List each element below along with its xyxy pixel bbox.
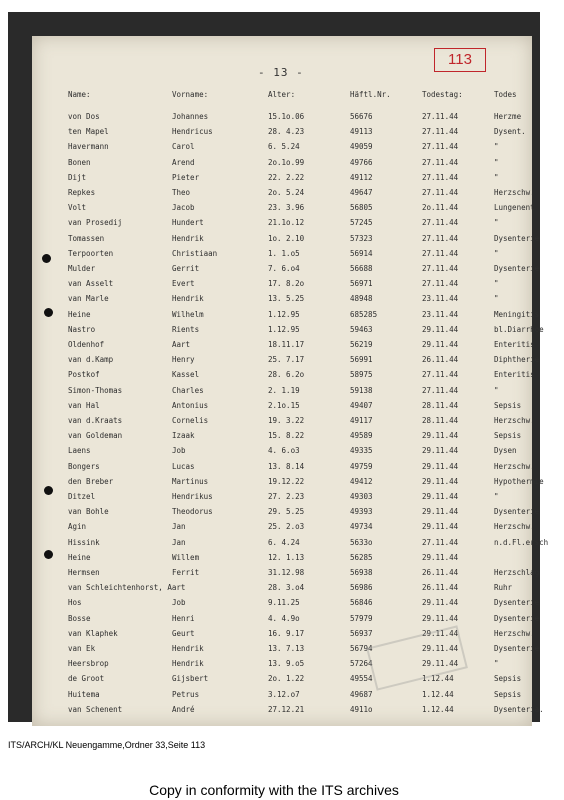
cell-death-date: 27.11.44	[422, 233, 459, 243]
cell-prisoner-number: 56986	[350, 583, 373, 593]
cell-cause: Sepsis	[494, 689, 522, 699]
table-row	[62, 370, 535, 385]
table-row	[62, 173, 522, 188]
cell-first-name: André	[172, 704, 195, 714]
cell-death-date: 1.12.44	[422, 674, 454, 684]
cell-name: Volt	[68, 203, 87, 213]
header-name: Name:	[68, 90, 91, 99]
cell-prisoner-number: 49407	[350, 400, 373, 410]
table-row	[62, 158, 522, 173]
table-row	[62, 294, 522, 309]
cell-prisoner-number: 56914	[350, 248, 373, 258]
cell-first-name: Hendrikus	[172, 492, 213, 501]
cell-cause: Sepsis	[494, 431, 522, 441]
cell-birth-date: 31.12.98	[268, 568, 305, 577]
cell-name: Heine	[68, 552, 91, 562]
table-row	[62, 340, 535, 355]
cell-prisoner-number: 56971	[350, 279, 373, 289]
binder-hole	[44, 308, 53, 317]
page-number-marker: - 13 -	[258, 66, 304, 79]
cell-death-date: 28.11.44	[422, 416, 459, 425]
cell-death-date: 23.11.44	[422, 294, 459, 304]
cell-birth-date: 2o.1o.99	[268, 157, 305, 167]
cell-name: Mulder	[68, 264, 96, 273]
cell-first-name: Jacob	[172, 203, 195, 213]
copy-conformity-note: Copy in conformity with the ITS archives	[149, 782, 399, 798]
cell-cause: Herzme	[494, 112, 522, 121]
cell-prisoner-number: 59463	[350, 324, 373, 334]
cell-prisoner-number: 56688	[350, 264, 373, 273]
table-row	[62, 188, 535, 203]
table-row	[62, 537, 549, 553]
cell-death-date: 29.11.44	[422, 461, 459, 471]
cell-birth-date: 9.11.25	[268, 598, 300, 608]
cell-name: Hermsen	[68, 568, 100, 577]
cell-prisoner-number: 5633o	[350, 537, 373, 547]
cell-cause: Sepsis	[494, 400, 522, 410]
cell-first-name: Rients	[172, 324, 200, 334]
cell-name: Heersbrop	[68, 659, 109, 669]
table-row	[62, 568, 540, 583]
cell-birth-date: 13. 8.14	[268, 461, 305, 471]
table-row	[62, 553, 522, 568]
cell-birth-date: 25. 2.o3	[268, 522, 305, 532]
scanned-page	[8, 12, 549, 722]
cell-first-name: Hendrik	[172, 659, 204, 669]
cell-birth-date: 4. 6.o3	[268, 446, 300, 456]
table-row	[62, 583, 522, 598]
binder-hole	[44, 486, 53, 495]
cell-birth-date: 16. 9.17	[268, 628, 305, 638]
cell-name: Tomassen	[68, 233, 105, 243]
cell-name: van Goldeman	[68, 431, 123, 441]
cell-death-date: 27.11.44	[422, 188, 459, 197]
cell-first-name: Martinus	[172, 476, 209, 486]
cell-death-date: 29.11.44	[422, 659, 459, 669]
cell-birth-date: 15.1o.06	[268, 112, 305, 121]
table-row	[62, 112, 522, 127]
cell-birth-date: 6. 5.24	[268, 142, 300, 152]
cell-death-date: 29.11.44	[422, 628, 459, 638]
table-row	[62, 416, 535, 431]
cell-cause: Herzschlag	[494, 568, 540, 577]
cell-prisoner-number: 57245	[350, 218, 373, 228]
column-headers	[62, 90, 522, 104]
cell-birth-date: 1.12.95	[268, 324, 300, 334]
cell-death-date: 27.11.44	[422, 127, 459, 137]
cell-first-name: Carol	[172, 142, 195, 152]
table-row	[62, 401, 522, 416]
cell-death-date: 27.11.44	[422, 537, 459, 547]
cell-birth-date: 28. 6.2o	[268, 370, 305, 380]
cell-cause: Dysenterie	[494, 644, 540, 653]
cell-birth-date: 22. 2.22	[268, 172, 305, 182]
cell-first-name: Petrus	[172, 689, 200, 699]
table-row	[62, 249, 522, 264]
cell-prisoner-number: 56676	[350, 112, 373, 121]
cell-first-name: Hendricus	[172, 127, 213, 137]
cell-prisoner-number: 4911o	[350, 704, 373, 714]
cell-name: Bongers	[68, 461, 100, 471]
cell-prisoner-number: 685285	[350, 309, 378, 319]
cell-first-name: Henry	[172, 355, 195, 365]
cell-cause: Dysent.	[494, 127, 526, 137]
cell-first-name: Pieter	[172, 172, 200, 182]
cell-death-date: 29.11.44	[422, 340, 459, 349]
cell-prisoner-number: 57323	[350, 233, 373, 243]
cell-prisoner-number: 49335	[350, 446, 373, 456]
cell-cause: Dysenterie	[494, 613, 540, 623]
cell-first-name: Henri	[172, 613, 195, 623]
cell-prisoner-number: 49647	[350, 188, 373, 197]
cell-birth-date: 13. 7.13	[268, 644, 305, 653]
cell-cause: "	[494, 248, 499, 258]
table-row	[62, 674, 522, 689]
cell-first-name: Wilhelm	[172, 309, 204, 319]
table-row	[62, 279, 522, 294]
table-row	[62, 127, 526, 142]
cell-name: van Klaphek	[68, 628, 118, 638]
cell-first-name: Charles	[172, 385, 204, 395]
cell-first-name: Cornelis	[172, 416, 209, 425]
cell-name: van Asselt	[68, 279, 114, 289]
table-row	[62, 142, 522, 157]
cell-cause: n.d.Fl.ersch	[494, 537, 549, 547]
cell-death-date: 27.11.44	[422, 385, 459, 395]
cell-first-name: Aart	[172, 340, 191, 349]
cell-death-date: 29.11.44	[422, 476, 459, 486]
cell-birth-date: 19. 3.22	[268, 416, 305, 425]
cell-death-date: 29.11.44	[422, 598, 459, 608]
cell-cause: "	[494, 659, 499, 669]
header-death-date: Todestag:	[422, 90, 463, 99]
cell-prisoner-number: 56938	[350, 568, 373, 577]
table-row	[62, 522, 535, 537]
cell-cause: Dysenterie	[494, 233, 540, 243]
cell-cause: Sepsis	[494, 674, 522, 684]
cell-name: van Marle	[68, 294, 109, 304]
table-row	[62, 492, 522, 507]
cell-first-name: Job	[172, 446, 186, 456]
cell-cause: Herzschw.	[494, 628, 535, 638]
cell-cause: Herzschw.	[494, 188, 535, 197]
binder-hole	[42, 254, 51, 263]
cell-name: Postkof	[68, 370, 100, 380]
table-row	[62, 233, 540, 249]
cell-prisoner-number: 56285	[350, 552, 373, 562]
cell-death-date: 29.11.44	[422, 324, 459, 334]
cell-birth-date: 21.1o.12	[268, 218, 305, 228]
cell-death-date: 29.11.44	[422, 492, 459, 501]
table-row	[62, 446, 522, 461]
cell-birth-date: 6. 4.24	[268, 537, 300, 547]
cell-prisoner-number: 58975	[350, 370, 373, 380]
cell-cause: "	[494, 294, 499, 304]
cell-first-name: Arend	[172, 157, 195, 167]
cell-name: von Dos	[68, 112, 100, 121]
cell-first-name: Hundert	[172, 218, 204, 228]
cell-birth-date: 12. 1.13	[268, 552, 305, 562]
cell-name: van Ek	[68, 644, 96, 653]
cell-prisoner-number: 56991	[350, 355, 373, 365]
cell-prisoner-number: 56937	[350, 628, 373, 638]
cell-prisoner-number: 56846	[350, 598, 373, 608]
cell-cause: Herzschw.	[494, 461, 535, 471]
cell-birth-date: 27.12.21	[268, 704, 305, 714]
table-row	[62, 598, 540, 613]
cell-name: van d.Kamp	[68, 355, 114, 365]
cell-cause: "	[494, 385, 499, 395]
cell-prisoner-number: 49759	[350, 461, 373, 471]
cell-death-date: 27.11.44	[422, 370, 459, 380]
cell-name: Nastro	[68, 324, 96, 334]
cell-prisoner-number: 49112	[350, 172, 373, 182]
cell-death-date: 26.11.44	[422, 568, 459, 577]
archive-stamp-number: 113	[434, 48, 486, 72]
cell-birth-date: 7. 6.o4	[268, 264, 300, 273]
cell-first-name: Johannes	[172, 112, 209, 121]
cell-name: Simon-Thomas	[68, 385, 123, 395]
cell-death-date: 29.11.44	[422, 507, 459, 517]
cell-prisoner-number: 49303	[350, 492, 373, 501]
table-row	[62, 461, 535, 477]
cell-birth-date: 1. 1.o5	[268, 248, 300, 258]
cell-prisoner-number: 56794	[350, 644, 373, 653]
cell-prisoner-number: 48948	[350, 294, 373, 304]
cell-name: Hissink	[68, 537, 100, 547]
table-row	[62, 704, 544, 720]
cell-cause: Dysenterie	[494, 264, 540, 273]
table-row	[62, 324, 544, 340]
cell-death-date: 23.11.44	[422, 309, 459, 319]
cell-death-date: 29.11.44	[422, 552, 459, 562]
cell-death-date: 29.11.44	[422, 644, 459, 653]
cell-name: Ditzel	[68, 492, 96, 501]
cell-first-name: Willem	[172, 552, 200, 562]
table-row	[62, 690, 522, 705]
cell-first-name: Lucas	[172, 461, 195, 471]
cell-cause: Enteritis	[494, 340, 535, 349]
cell-birth-date: 15. 8.22	[268, 431, 305, 441]
cell-birth-date: 17. 8.2o	[268, 279, 305, 289]
cell-name: Hos	[68, 598, 82, 608]
cell-cause: bl.Diarrhoe	[494, 324, 544, 334]
cell-cause: "	[494, 172, 499, 182]
header-birth-date: Alter:	[268, 90, 296, 99]
cell-birth-date: 18.11.17	[268, 340, 305, 349]
table-row	[62, 203, 535, 218]
document-sheet	[32, 36, 549, 726]
archive-source-caption: ITS/ARCH/KL Neuengamme,Ordner 33,Seite 113	[8, 740, 206, 750]
cell-cause: Ruhr	[494, 583, 513, 593]
cell-name: de Groot	[68, 674, 105, 684]
cell-death-date: 27.11.44	[422, 142, 459, 152]
cell-death-date: 27.11.44	[422, 157, 459, 167]
cell-prisoner-number: 59138	[350, 385, 373, 395]
cell-name: Laens	[68, 446, 91, 456]
cell-cause: Meningitis	[494, 309, 540, 319]
cell-death-date: 29.11.44	[422, 522, 459, 532]
cell-death-date: 27.11.44	[422, 172, 459, 182]
header-cause: Todes	[494, 90, 517, 99]
cell-death-date: 1.12.44	[422, 704, 454, 714]
header-first-name: Vorname:	[172, 90, 209, 99]
cell-first-name: Antonius	[172, 400, 209, 410]
cell-first-name: Izaak	[172, 431, 195, 441]
table-row	[62, 507, 540, 522]
cell-cause: "	[494, 218, 499, 228]
cell-first-name: Kassel	[172, 370, 200, 380]
cell-prisoner-number: 57264	[350, 659, 373, 669]
cell-death-date: 29.11.44	[422, 431, 459, 441]
cell-prisoner-number: 49766	[350, 157, 373, 167]
cell-cause: "	[494, 492, 499, 501]
cell-first-name: Jan	[172, 522, 186, 532]
cell-prisoner-number: 49554	[350, 674, 373, 684]
cell-death-date: 28.11.44	[422, 400, 459, 410]
cell-cause: Dysenteria.	[494, 704, 544, 714]
cell-birth-date: 1.12.95	[268, 309, 300, 319]
cell-birth-date: 13. 5.25	[268, 294, 305, 304]
cell-birth-date: 13. 9.o5	[268, 659, 305, 669]
cell-birth-date: 27. 2.23	[268, 492, 305, 501]
cell-name: Havermann	[68, 142, 109, 152]
cell-death-date: 27.11.44	[422, 218, 459, 228]
cell-death-date: 1.12.44	[422, 689, 454, 699]
cell-death-date: 29.11.44	[422, 446, 459, 456]
cell-name: van Schleichtenhorst, Aart	[68, 583, 186, 593]
cell-first-name: Job	[172, 598, 186, 608]
cell-first-name: Theodorus	[172, 507, 213, 517]
cell-death-date: 27.11.44	[422, 112, 459, 121]
cell-cause: Dysenterie	[494, 598, 540, 608]
binder-hole	[44, 550, 53, 559]
cell-birth-date: 1o. 2.10	[268, 233, 305, 243]
cell-cause: "	[494, 142, 499, 152]
cell-first-name: Christiaan	[172, 248, 218, 258]
cell-name: van Hal	[68, 400, 100, 410]
cell-prisoner-number: 49687	[350, 689, 373, 699]
cell-first-name: Ferrit	[172, 568, 200, 577]
cell-name: Bonen	[68, 157, 91, 167]
cell-cause: Enteritis	[494, 370, 535, 380]
cell-name: den Breber	[68, 476, 114, 486]
cell-prisoner-number: 49117	[350, 416, 373, 425]
cell-first-name: Theo	[172, 188, 191, 197]
cell-death-date: 27.11.44	[422, 248, 459, 258]
cell-first-name: Jan	[172, 537, 186, 547]
cell-name: van Prosedij	[68, 218, 123, 228]
cell-death-date: 26.11.44	[422, 583, 459, 593]
header-prisoner-number: Häftl.Nr.	[350, 90, 391, 99]
cell-cause: Herzschw.	[494, 416, 535, 425]
cell-prisoner-number: 49113	[350, 127, 373, 137]
cell-birth-date: 23. 3.96	[268, 203, 305, 213]
cell-name: Terpoorten	[68, 248, 114, 258]
cell-cause: Dysenterie	[494, 507, 540, 517]
cell-birth-date: 19.12.22	[268, 476, 305, 486]
cell-name: ten Mapel	[68, 127, 109, 137]
cell-name: Huitema	[68, 689, 100, 699]
cell-first-name: Evert	[172, 279, 195, 289]
cell-first-name: Hendrik	[172, 233, 204, 243]
cell-cause: "	[494, 279, 499, 289]
table-row	[62, 355, 540, 370]
cell-prisoner-number: 49393	[350, 507, 373, 517]
cell-birth-date: 28. 4.23	[268, 127, 305, 137]
cell-first-name: Gijsbert	[172, 674, 209, 684]
cell-prisoner-number: 49589	[350, 431, 373, 441]
table-row	[62, 309, 540, 325]
cell-death-date: 27.11.44	[422, 264, 459, 273]
cell-name: Bosse	[68, 613, 91, 623]
cell-name: van Bohle	[68, 507, 109, 517]
cell-birth-date: 2o. 5.24	[268, 188, 305, 197]
cell-birth-date: 3.12.o7	[268, 689, 300, 699]
cell-first-name: Hendrik	[172, 294, 204, 304]
table-row	[62, 218, 522, 233]
cell-birth-date: 2. 1.19	[268, 385, 300, 395]
cell-death-date: 27.11.44	[422, 279, 459, 289]
cell-prisoner-number: 49734	[350, 522, 373, 532]
cell-cause: Dysen	[494, 446, 517, 456]
table-row	[62, 476, 544, 492]
cell-birth-date: 2.1o.15	[268, 400, 300, 410]
cell-first-name: Gerrit	[172, 264, 200, 273]
cell-name: Heine	[68, 309, 91, 319]
cell-prisoner-number: 57979	[350, 613, 373, 623]
cell-name: van Schenent	[68, 704, 123, 714]
cell-death-date: 2o.11.44	[422, 203, 459, 213]
cell-first-name: Geurt	[172, 628, 195, 638]
cell-prisoner-number: 49412	[350, 476, 373, 486]
cell-prisoner-number: 56219	[350, 340, 373, 349]
table-row	[62, 386, 522, 401]
cell-birth-date: 4. 4.9o	[268, 613, 300, 623]
cell-death-date: 29.11.44	[422, 613, 459, 623]
cell-cause: "	[494, 157, 499, 167]
cell-death-date: 26.11.44	[422, 355, 459, 365]
table-row	[62, 431, 522, 446]
cell-name: Dijt	[68, 172, 87, 182]
cell-first-name: Hendrik	[172, 644, 204, 653]
cell-cause: Herzschw.	[494, 522, 535, 532]
cell-birth-date: 28. 3.o4	[268, 583, 305, 593]
cell-birth-date: 25. 7.17	[268, 355, 305, 365]
cell-cause: Lungenent	[494, 203, 535, 213]
cell-name: Repkes	[68, 188, 96, 197]
cell-name: Oldenhof	[68, 340, 105, 349]
cell-prisoner-number: 49059	[350, 142, 373, 152]
cell-name: Agin	[68, 522, 87, 532]
cell-prisoner-number: 56805	[350, 203, 373, 213]
table-row	[62, 264, 540, 279]
cell-cause: Diphtherie	[494, 355, 540, 365]
cell-cause: Hypothermie	[494, 476, 544, 486]
cell-birth-date: 29. 5.25	[268, 507, 305, 517]
cell-birth-date: 2o. 1.22	[268, 674, 305, 684]
cell-name: van d.Kraats	[68, 416, 123, 425]
